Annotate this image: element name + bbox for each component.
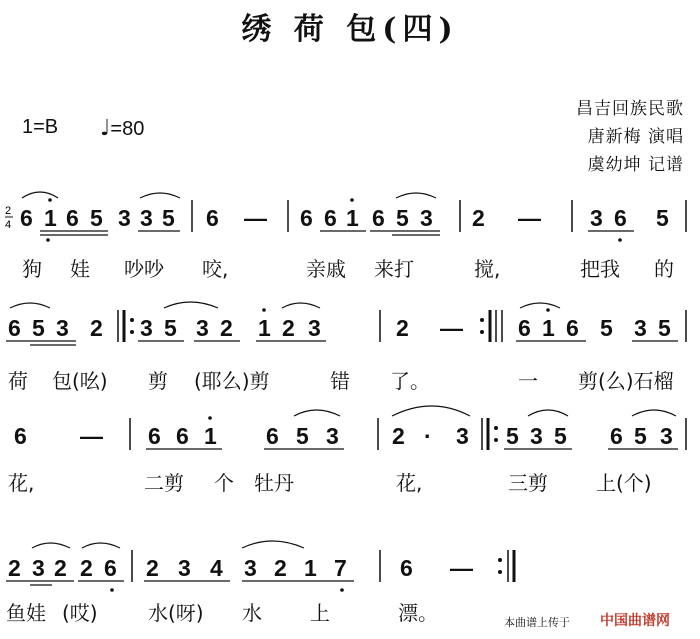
note: 6: [20, 205, 33, 231]
lyric: 来打: [374, 257, 414, 281]
note: 6: [372, 205, 385, 231]
note: 2: [8, 555, 21, 581]
note: 5: [32, 315, 45, 341]
note: 3: [420, 205, 433, 231]
note-dash: —: [450, 555, 473, 581]
note: 1: [258, 315, 271, 341]
lyric: 荷: [8, 369, 28, 393]
note: 6: [266, 423, 279, 449]
note: 4: [210, 555, 223, 581]
note: 5: [296, 423, 309, 449]
note: 3: [590, 205, 603, 231]
note: 6: [176, 423, 189, 449]
note-dash: —: [440, 315, 463, 341]
score-row-1: [5, 192, 686, 242]
note: 3: [660, 423, 673, 449]
lyric: 剪(么)石榴: [578, 369, 674, 393]
note: 3: [196, 315, 209, 341]
note: 7: [334, 555, 347, 581]
note: 1: [44, 205, 57, 231]
note: 3: [140, 205, 153, 231]
key-signature: 1=B: [22, 116, 59, 138]
note: 3: [178, 555, 191, 581]
credit-origin: 昌吉回族民歌: [576, 99, 684, 119]
lyric: (耶么)剪: [194, 369, 270, 393]
note: 5: [658, 315, 671, 341]
note: 6: [400, 555, 413, 581]
lyric: 亲戚: [306, 257, 346, 281]
note: 3: [140, 315, 153, 341]
score-row-3: [14, 406, 686, 450]
note: 1: [304, 555, 317, 581]
note-dash: —: [518, 205, 541, 231]
note: 2: [282, 315, 295, 341]
lyric: 漂。: [398, 601, 438, 625]
note: 2: [392, 423, 405, 449]
lyric: 花,: [396, 471, 423, 495]
lyric: 上(个): [596, 471, 652, 495]
quarter-note-icon: ♩: [100, 116, 111, 141]
note: 5: [656, 205, 669, 231]
note: 5: [600, 315, 613, 341]
score-row-2: [6, 302, 686, 345]
note-dash: —: [244, 205, 267, 231]
upload-note: 本曲谱上传于: [504, 616, 570, 629]
time-signature-top: 2: [5, 205, 12, 217]
note: 1: [204, 423, 217, 449]
lyric: 水: [242, 601, 262, 625]
lyric: 娃: [70, 257, 90, 281]
lyric: 鱼娃: [6, 601, 46, 625]
lyric: 牡丹: [254, 471, 294, 495]
note: 3: [456, 423, 469, 449]
note: 2: [54, 555, 67, 581]
lyric: 二剪: [144, 471, 184, 495]
lyric: 咬,: [202, 257, 229, 281]
note: 3: [530, 423, 543, 449]
credit-transcriber: 虞幼坤 记谱: [587, 155, 684, 175]
note-dash: —: [80, 423, 103, 449]
note: 3: [118, 205, 131, 231]
note: 3: [32, 555, 45, 581]
lyric: 错: [330, 369, 350, 393]
note: 2: [80, 555, 93, 581]
note: 3: [634, 315, 647, 341]
note: 5: [396, 205, 409, 231]
lyric: 的: [654, 257, 674, 281]
note: 2: [90, 315, 103, 341]
note: 6: [206, 205, 219, 231]
note-dot: ·: [424, 423, 432, 449]
note: 3: [326, 423, 339, 449]
lyric: 三剪: [508, 471, 548, 495]
note: 6: [66, 205, 79, 231]
note: 6: [518, 315, 531, 341]
credit-singer: 唐新梅 演唱: [587, 127, 684, 147]
note: 3: [56, 315, 69, 341]
note: 6: [148, 423, 161, 449]
lyric: 水(呀): [148, 601, 204, 625]
note: 1: [346, 205, 359, 231]
note: 2: [146, 555, 159, 581]
score-row-4: [6, 541, 514, 592]
lyric: 吵吵: [124, 257, 164, 281]
note: 6: [324, 205, 337, 231]
note: 2: [472, 205, 485, 231]
lyric: 搅,: [474, 257, 501, 281]
note: 6: [614, 205, 627, 231]
note: 2: [396, 315, 409, 341]
note: 5: [554, 423, 567, 449]
note: 5: [162, 205, 175, 231]
note: 2: [274, 555, 287, 581]
page-title: 绣 荷 包(四): [241, 12, 459, 47]
lyric: 包(吆): [52, 369, 108, 393]
tempo-value: =80: [110, 118, 145, 140]
note: 5: [506, 423, 519, 449]
note: 6: [104, 555, 117, 581]
note: 2: [220, 315, 233, 341]
note: 3: [244, 555, 257, 581]
site-logo-text[interactable]: 中国曲谱网: [600, 613, 670, 629]
lyric: 狗: [22, 257, 42, 281]
note: 5: [634, 423, 647, 449]
lyric: 了。: [390, 369, 430, 393]
note: 3: [308, 315, 321, 341]
note: 6: [8, 315, 21, 341]
lyric: 剪: [148, 369, 168, 393]
lyric: 个: [214, 471, 234, 495]
note: 5: [164, 315, 177, 341]
lyric: 花,: [8, 471, 35, 495]
note: 6: [300, 205, 313, 231]
lyric: (哎): [62, 601, 98, 625]
note: 6: [610, 423, 623, 449]
lyric: 一: [518, 369, 538, 393]
lyric: 把我: [580, 257, 620, 281]
note: 5: [90, 205, 103, 231]
time-signature-bottom: 4: [5, 219, 12, 231]
note: 6: [14, 423, 27, 449]
lyric: 上: [310, 601, 330, 625]
note: 6: [566, 315, 579, 341]
note: 1: [542, 315, 555, 341]
